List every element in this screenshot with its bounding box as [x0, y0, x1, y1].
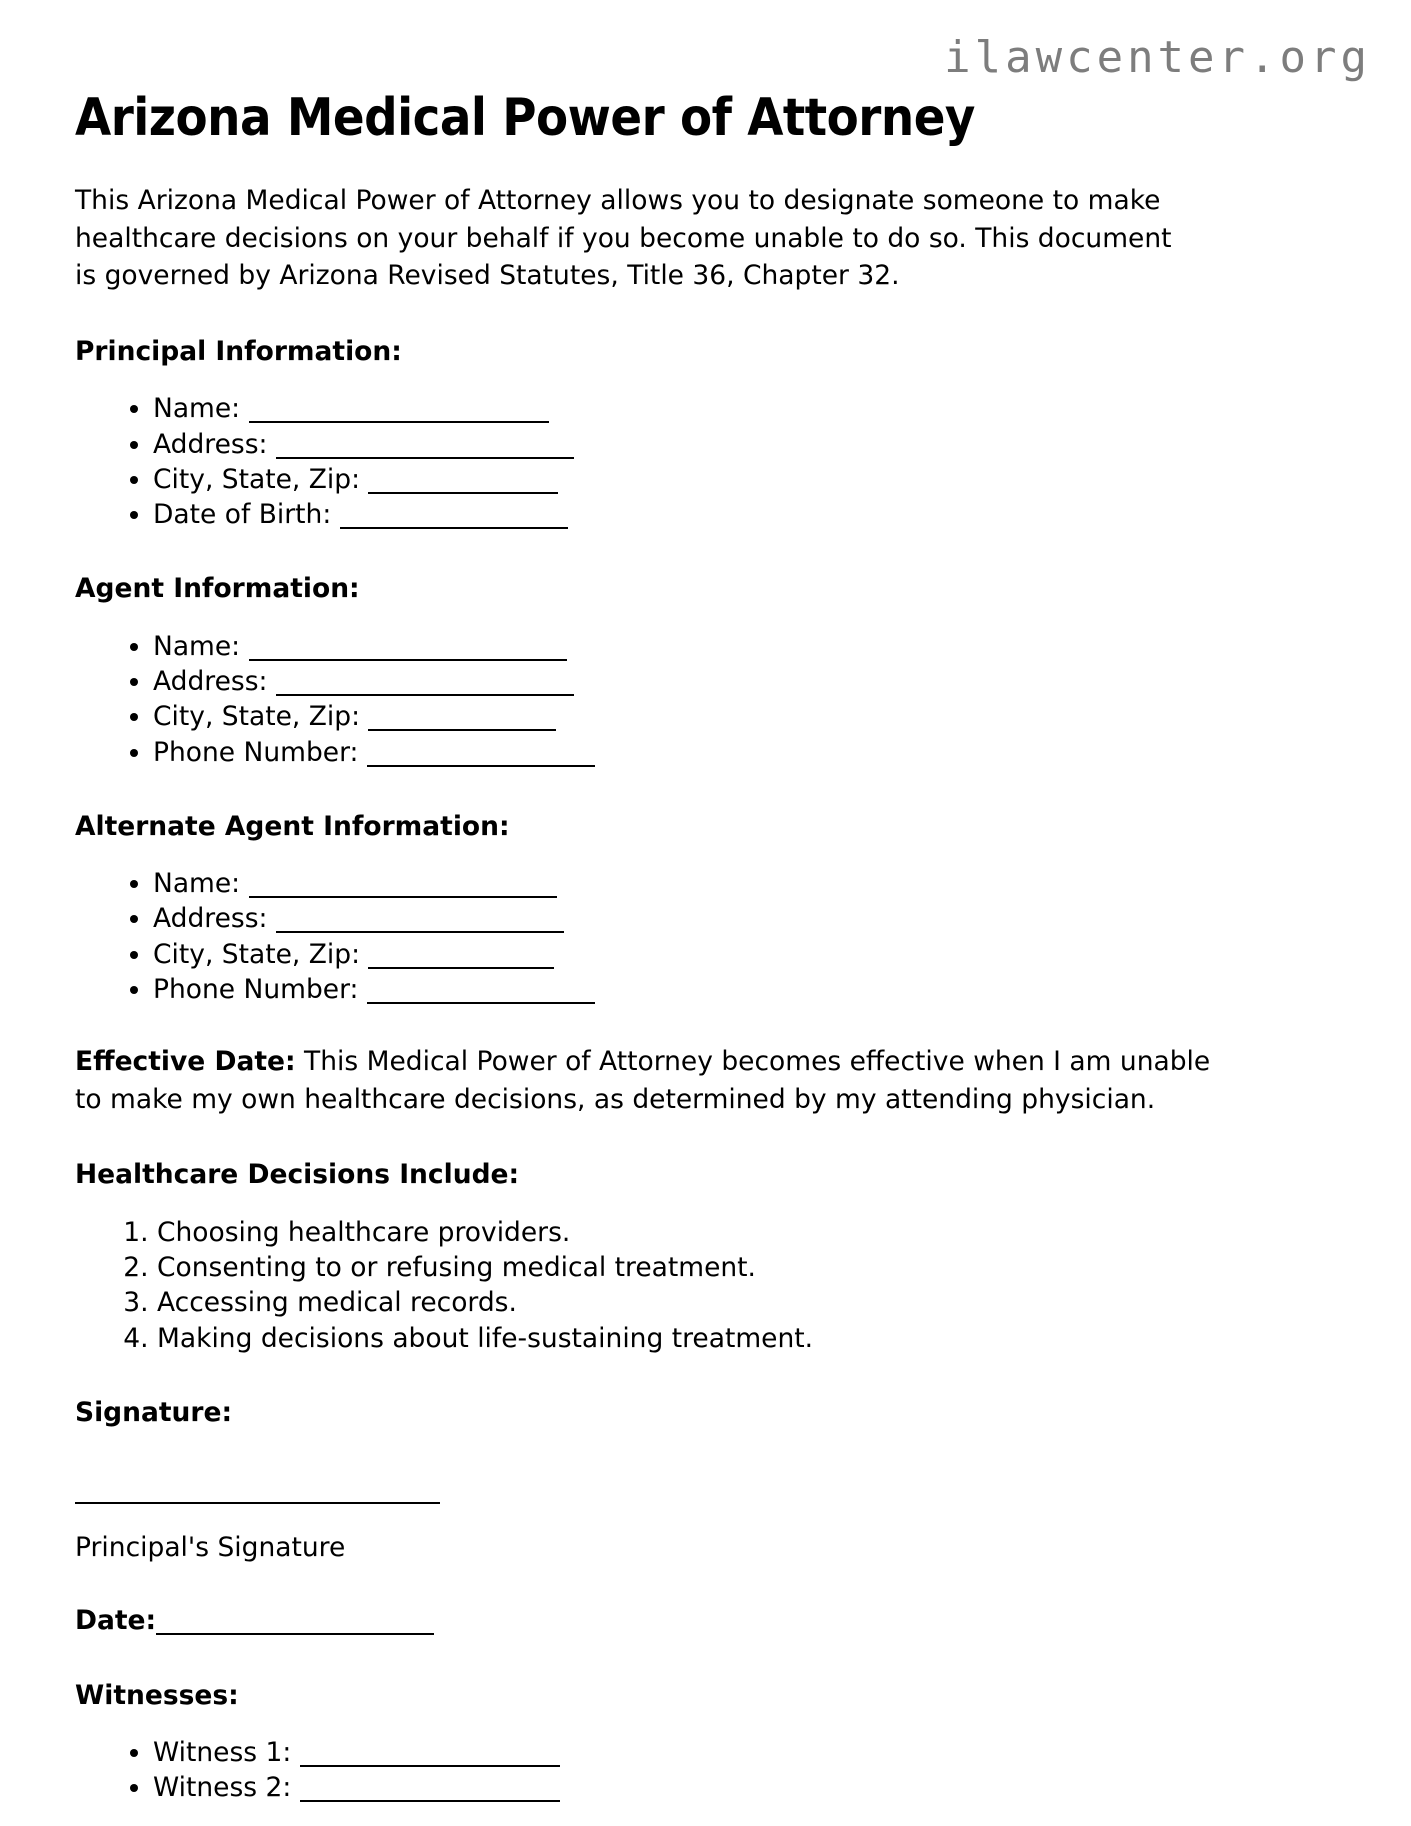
list-item: 4. Making decisions about life-sustaining treatment. — [157, 1321, 1341, 1356]
witness-field-blank[interactable] — [300, 1784, 560, 1802]
alternate-agent-field-label: Name: — [153, 868, 249, 900]
principal-field-blank[interactable] — [276, 441, 574, 459]
site-watermark: ilawcenter.org — [944, 32, 1371, 83]
alternate-agent-field-blank[interactable] — [367, 986, 595, 1004]
agent-field-label: Name: — [153, 630, 249, 662]
principal-field-label: Date of Birth: — [153, 499, 340, 531]
section-heading-witnesses: Witnesses: — [75, 1679, 239, 1711]
effective-date-label: Effective Date: — [75, 1046, 296, 1078]
healthcare-decisions-list — [75, 1215, 1341, 1356]
intro-paragraph: This Arizona Medical Power of Attorney allows you to designate someone to make healthcare decisions on your behalf if you become unable to do so. This document is governed by Arizona Revised Statutes, Title 36, Chapter 32. — [75, 185, 1172, 292]
agent-field-blank[interactable] — [368, 713, 556, 731]
list-item — [153, 972, 1341, 1007]
date-field-row — [75, 1603, 1341, 1638]
alternate-agent-field-blank[interactable] — [276, 915, 564, 933]
alternate-agent-field-label: Address: — [153, 903, 276, 935]
witness-fields-list — [75, 1735, 1341, 1805]
signature-blank-line[interactable] — [75, 1502, 440, 1504]
alternate-agent-field-blank[interactable] — [368, 951, 554, 969]
section-heading-principal: Principal Information: — [75, 336, 402, 368]
alternate-agent-field-label: City, State, Zip: — [153, 938, 369, 970]
agent-field-label: City, State, Zip: — [153, 701, 369, 733]
section-heading-agent: Agent Information: — [75, 573, 360, 605]
date-blank[interactable] — [156, 1617, 434, 1635]
page-title: Arizona Medical Power of Attorney — [75, 88, 975, 148]
date-label: Date: — [75, 1605, 157, 1637]
signature-caption: Principal's Signature — [75, 1532, 346, 1564]
agent-field-blank[interactable] — [249, 643, 567, 661]
principal-fields-list — [75, 391, 1341, 532]
principal-field-blank[interactable] — [249, 405, 549, 423]
principal-field-blank[interactable] — [340, 511, 568, 529]
list-item — [153, 901, 1341, 936]
agent-field-blank[interactable] — [276, 678, 574, 696]
section-heading-signature: Signature: — [75, 1396, 233, 1428]
alternate-agent-field-blank[interactable] — [249, 880, 557, 898]
agent-field-label: Address: — [153, 666, 276, 698]
list-item — [153, 427, 1341, 462]
list-item: 2. Consenting to or refusing medical treatment. — [157, 1250, 1341, 1285]
list-item — [153, 735, 1341, 770]
alternate-agent-fields-list — [75, 866, 1341, 1007]
agent-field-label: Phone Number: — [153, 736, 367, 768]
list-item — [153, 664, 1341, 699]
section-heading-alternate-agent: Alternate Agent Information: — [75, 810, 510, 842]
list-item — [153, 699, 1341, 734]
effective-date-text: This Medical Power of Attorney becomes effective when I am unable to make my own healthcare decisions, as determined by my attending physician. — [75, 1046, 1211, 1115]
list-item — [153, 937, 1341, 972]
list-item: 1. Choosing healthcare providers. — [157, 1215, 1341, 1250]
witness-field-blank[interactable] — [300, 1749, 560, 1767]
list-item — [153, 1770, 1341, 1805]
list-item — [153, 391, 1341, 426]
agent-field-blank[interactable] — [367, 749, 595, 767]
list-item: 3. Accessing medical records. — [157, 1285, 1341, 1320]
principal-field-label: City, State, Zip: — [153, 463, 369, 495]
list-item — [153, 629, 1341, 664]
list-item — [153, 497, 1341, 532]
principal-field-label: Address: — [153, 428, 276, 460]
list-item — [153, 1735, 1341, 1770]
effective-date-paragraph — [75, 1043, 1215, 1118]
section-heading-healthcare-decisions: Healthcare Decisions Include: — [75, 1159, 520, 1191]
list-item — [153, 866, 1341, 901]
witness-field-label: Witness 1: — [153, 1737, 300, 1769]
witness-field-label: Witness 2: — [153, 1772, 300, 1804]
alternate-agent-field-label: Phone Number: — [153, 973, 367, 1005]
principal-field-blank[interactable] — [368, 476, 558, 494]
agent-fields-list — [75, 629, 1341, 770]
list-item — [153, 462, 1341, 497]
principal-field-label: Name: — [153, 393, 249, 425]
